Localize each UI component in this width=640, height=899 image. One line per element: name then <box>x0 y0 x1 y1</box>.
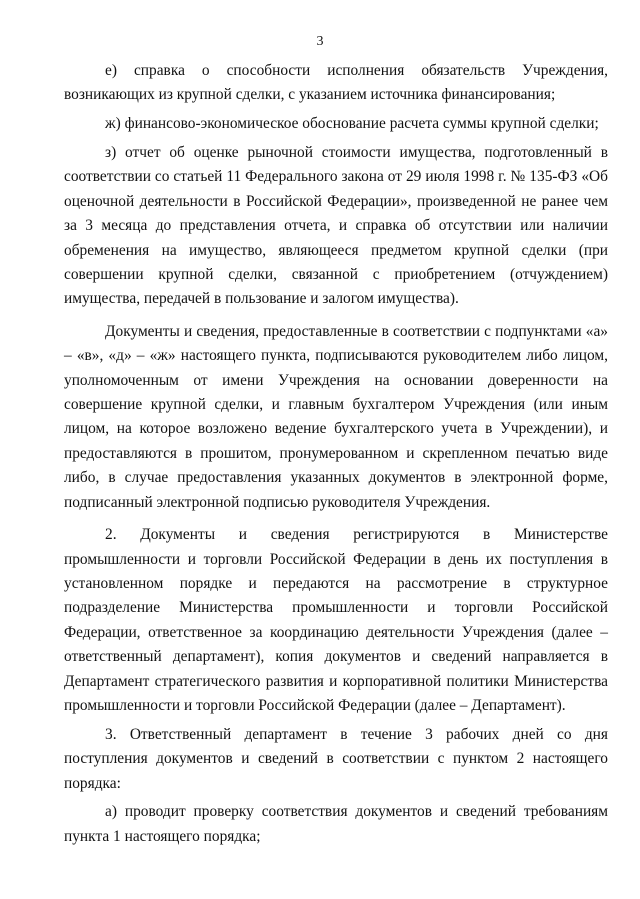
paragraph-clause-3: 3. Ответственный департамент в течение 3 рабочих дней со дня поступления документов и сведений в соответствии с пунктом 2 настоящего порядка: <box>64 725 608 792</box>
paragraph-item-zh: ж) финансово-экономическое обоснование расчета суммы крупной сделки; <box>105 115 599 133</box>
paragraph-item-e: е) справка о способности исполнения обязательств Учреждения, возникающих из крупной сделки, с указанием источника финансирования; <box>64 62 608 104</box>
paragraph-clause-2: 2. Документы и сведения регистрируются в Министерстве промышленности и торговли Российской Федерации в день их поступления в установленном порядке и передаются на рассмотрение в структурное подразделение Министерства промышленности и торговли Российской Федерации, ответственное за координацию деятельности Учреждения (далее – ответственный департамент), копия документов и сведений направляется в Департамент стратегического развития и корпоративной политики Министерства промышленности и торговли Российской Федерации (далее – Департамент). <box>64 526 608 714</box>
document-body <box>64 59 608 854</box>
page-number: 3 <box>316 34 324 49</box>
paragraph-item-z: з) отчет об оценке рыночной стоимости имущества, подготовленный в соответствии со статьей 11 Федерального закона от 29 июля 1998 г. № 135-ФЗ «Об оценочной деятельности в Российской Федерации», произведенной не ранее чем за 3 месяца до представления отчета, и справка об отсутствии или наличии обременения на имущество, являющееся предметом крупной сделки (при совершении крупной сделки, связанной с приобретением (отчуждением) имущества, передачей в пользование и залогом имущества). <box>64 144 608 308</box>
paragraph-clause-3-item-a: а) проводит проверку соответствия документов и сведений требованиям пункта 1 настоящего порядка; <box>64 803 608 845</box>
paragraph-signing-rules: Документы и сведения, предоставленные в соответствии с подпунктами «а» – «в», «д» – «ж» настоящего пункта, подписываются руководителем либо лицом, уполномоченным от имени Учреждения на основании доверенности на совершение крупной сделки, и главным бухгалтером Учреждения (или иным лицом, на которое возложено ведение бухгалтерского учета в Учреждении), и предоставляются в прошитом, пронумерованном и скрепленном печатью виде либо, в случае предоставления указанных документов в электронной форме, подписанный электронной подписью руководителя Учреждения. <box>64 322 608 511</box>
